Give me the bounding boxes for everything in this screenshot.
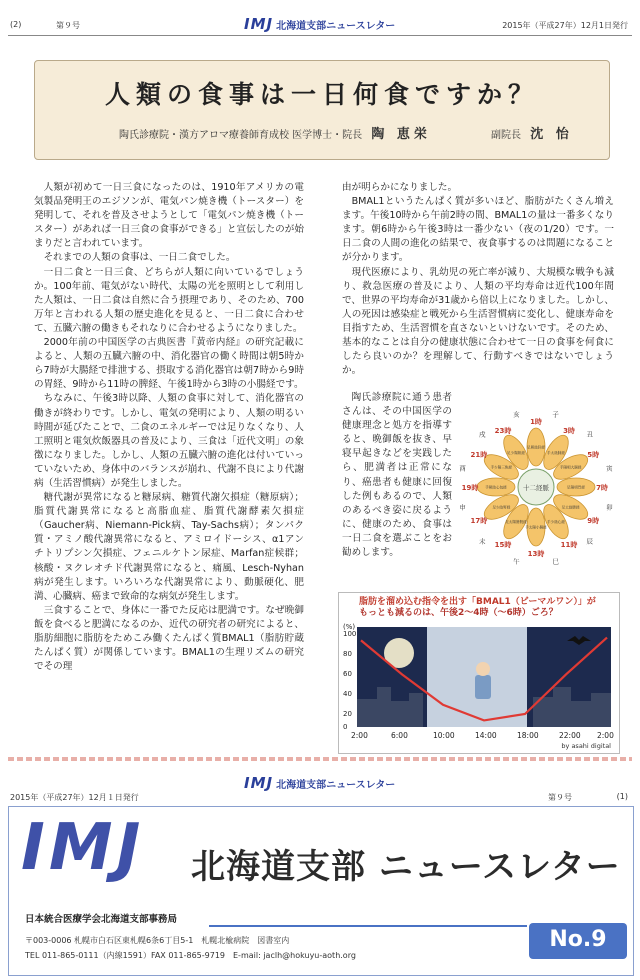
- fold-edge: [8, 757, 632, 761]
- page-number: (2): [10, 20, 22, 29]
- person-head-icon: [476, 662, 490, 676]
- paragraph: 現代医療により、乳幼児の死亡率が減り、大規模な戦争も減り、救急医療の普及により、人類の平均寿命は近代100年間で、世界の平均寿命が31歳から倍以上になりました。しかし、人の死因は感染症と戦死から生活習慣病に変化し、健康寿命を目指すため、生活習慣を直さないといけないです。そのため、基本的なことは自分の健康状態に合わせて一日の食事を何食にしたら良いのか？を理解して、行動すべきではないでしょうか。: [342, 266, 614, 377]
- bottom-page-number: (1): [616, 792, 628, 801]
- bottom-header-logo: [244, 773, 395, 792]
- author-affiliation: 陶氏診療院・漢方アロマ療養師育成校 医学博士・院長: [119, 130, 363, 141]
- header-logo: [244, 14, 395, 33]
- contact-line: TEL 011-865-0111（内線1591）FAX 011-865-9719 E-mail: jaclh@hokuyu-aoth.org: [25, 951, 356, 960]
- paragraph: ちなみに、午後3時以降、人類の食事に対して、消化器官の働きが終わりです。しかし、電気の発明により、人類の明るい時間が延びたことで、二食のエネルギーでは足りなくなり、人工照明と電気炊飯器具の普及により、三食は「近代文明」の象徴になりました。しかし、人類の五臓六腑の進化は付いていっていないため、身体中のバランスが崩れ、代謝不良により代謝病（生活習慣病）が発生しました。: [34, 393, 304, 489]
- meridian-branch-label: 午: [513, 557, 520, 566]
- meridian-branch-label: 未: [479, 537, 486, 546]
- meridian-hour-label: 9時: [587, 517, 600, 525]
- plot-svg: [357, 627, 611, 727]
- meridian-branch-label: 寅: [606, 464, 613, 473]
- issue-badge-label: No.9: [549, 927, 607, 952]
- meridian-hour-label: 21時: [470, 451, 488, 459]
- paragraph: 由が明らかになりました。: [342, 182, 458, 193]
- meridian-branch-label: 戌: [479, 430, 486, 439]
- meridian-hour-label: 23時: [494, 426, 512, 435]
- paragraph: BMAL1というたんぱく質が多いほど、脂肪がたくさん増えます。午後10時から午前2時の間、BMAL1の量は一番多くなります。朝6時から午後3時は一番少ない（夜の1/20）です。一日二食の人間の進化の結果で、夜食事するのは問題になることが分かります。: [342, 196, 614, 264]
- meridian-hour-label: 15時: [494, 541, 512, 550]
- x-tick-label: 2:00: [351, 731, 368, 740]
- paragraph: 人類が初めて一日三食になったのは、1910年アメリカの電気製品発明王のエジソンが、電気パン焼き機（トースター）を発明して、それを普及させようとして「電気パン焼き機（トースター）があれば一日三食の食事ができる」と宣伝したのが始まりだと言われています。: [34, 182, 304, 250]
- person-icon: [475, 675, 491, 699]
- masthead-rule: [209, 925, 527, 927]
- meridian-organ-label: 足太陽膀胱経: [505, 520, 527, 525]
- paragraph: 三食することで、身体に一番でた反応は肥満です。なぜ晩御飯を食べると肥満になるのか、近代の研究者の研究によると、脂肪細胞に脂肪をためこみ働くたんぱく質BMAL1（脂肪貯蔵たんぱく質）が関係しています。BMAL1の生理リズムの研究でその理: [34, 604, 304, 673]
- meridian-hour-label: 19時: [461, 484, 479, 492]
- meridian-branch-label: 申: [459, 503, 466, 512]
- author-name: 陶 恵栄: [371, 127, 431, 142]
- address-line: 〒003-0006 札幌市白石区東札幌6条6丁目5-1 札幌北楡病院 図書室内: [25, 936, 290, 945]
- meridian-branch-label: 辰: [586, 537, 593, 546]
- meridian-organ-label: 手太陽小腸経: [525, 525, 547, 530]
- paragraph: 陶氏診療院に通う患者さんは、その中国医学の健康理念と処方を指導すると、晩御飯を抜き、早寝早起きなどを実践したら、肥満者は正常になり、癌患者も健康に回復した例もあるので、人類のあるべき姿に戻るように、健康のため、食事は一日二食を選ぶことをお勧めします。: [342, 392, 452, 559]
- issue-date: 2015年（平成27年）12月1日発行: [502, 21, 628, 30]
- article-column-2-wrap: [342, 391, 452, 560]
- meridian-hour-label: 5時: [587, 451, 600, 459]
- vice-label: 副院長: [491, 130, 521, 141]
- meridian-organ-label: 手少陰心経: [547, 520, 565, 525]
- meridian-hour-label: 1時: [530, 418, 542, 426]
- figure-caption-line1: 脂肪を溜め込む指令を出す「BMAL1（ビーマルワン）」が: [359, 597, 596, 607]
- header-rule: [8, 35, 632, 36]
- logo-subtitle: 北海道支部ニュースレター: [276, 21, 396, 32]
- meridian-branch-label: 亥: [513, 410, 520, 419]
- y-tick-label: 60: [343, 670, 352, 678]
- meridian-organ-label: 足太陰脾経: [561, 505, 580, 510]
- meridian-branch-label: 子: [552, 410, 559, 419]
- masthead: [8, 806, 634, 976]
- y-tick-label: 20: [343, 710, 352, 718]
- bottom-issue-date: 2015年（平成27年）12月１日発行: [10, 793, 139, 802]
- article-column-1: [34, 181, 304, 674]
- y-tick-label: 80: [343, 650, 352, 658]
- figure-caption: [359, 597, 617, 619]
- meridian-organ-label: 手厥陰心包経: [485, 485, 507, 490]
- vice-line: [491, 123, 573, 142]
- figure-caption-line2: もっとも減るのは、午後2〜4時（〜6時）ごろ？: [359, 608, 558, 618]
- x-tick-label: 22:00: [559, 731, 581, 740]
- article-title: 人類の食事は一日何食ですか？: [104, 80, 539, 109]
- bmal1-figure: [338, 592, 620, 754]
- meridian-hour-label: 13時: [527, 550, 545, 558]
- bottom-issue-number: 第９号: [548, 793, 572, 802]
- meridian-hour-label: 7時: [596, 484, 608, 492]
- logo-imj: IMJ: [244, 15, 274, 33]
- clock-center-label: 十二経脈: [523, 484, 549, 492]
- meridian-organ-label: 手太陰肺経: [547, 450, 565, 455]
- masthead-logo: IMJ: [21, 811, 145, 885]
- meridian-organ-label: 足陽明胃経: [567, 485, 585, 490]
- issue-badge: [529, 923, 627, 959]
- meridian-organ-label: 手少陽三焦経: [490, 465, 513, 470]
- article-column-2: [342, 181, 614, 378]
- paragraph: 2000年前の中国医学の古典医書『黄帝内経』の研究記載によると、人類の五臓六腑の中、消化器官の働く時間は朝5時から7時が大腸経で排泄する、摂取する消化器官は朝7時から9時の胃経、9時から11時の脾経、午後1時から3時の小腸経です。: [34, 337, 304, 391]
- meridian-hour-label: 17時: [470, 517, 488, 525]
- meridian-clock-diagram: [455, 402, 617, 572]
- x-tick-label: 18:00: [517, 731, 539, 740]
- x-tick-label: 2:00: [597, 731, 614, 740]
- meridian-branch-label: 卯: [606, 503, 613, 512]
- vice-name: 沈 怡: [530, 127, 573, 142]
- figure-credit: by asahi digital: [561, 742, 611, 750]
- y-tick-label: 40: [343, 690, 352, 698]
- meridian-hour-label: 3時: [563, 426, 575, 435]
- meridian-organ-label: 手陽明大腸経: [559, 465, 582, 470]
- paragraph: それまでの人類の食事は、一日二食でした。: [43, 252, 236, 264]
- author-line: [119, 123, 431, 142]
- paragraph: 糖代謝が異常になると糖尿病、糖質代謝欠損症（糖原病）；脂質代謝異常になると高脂血症、脂質代謝酵素欠損症（Gaucher病、Niemann-Pick病、Tay-Sachs病）；タンパク質・アミノ酸代謝異常になると、アミロイドーシス、α1アンチトリプシン欠損症、フェニルケトン尿症、Marfan症候群；核酸・ヌクレオチド代謝異常になると、痛風、Lesch-Nyhan病が発生します。いろいろな代謝異常により、動脈硬化、肥満、心臓病、癌まで致命的な病気が発生します。: [34, 492, 304, 602]
- y-tick-label: 0: [343, 723, 348, 731]
- plot-area: [357, 627, 611, 727]
- meridian-organ-label: 足少陽胆経: [507, 450, 525, 455]
- meridian-branch-label: 丑: [586, 430, 593, 439]
- y-axis-unit: (%): [343, 623, 356, 631]
- meridian-organ-label: 足厥陰肝経: [527, 445, 545, 450]
- organization-name: 日本統合医療学会北海道支部事務局: [25, 914, 178, 925]
- x-tick-label: 10:00: [433, 731, 455, 740]
- article-title-box: [34, 60, 610, 160]
- logo-imj: IMJ: [244, 774, 274, 792]
- y-tick-label: 100: [343, 630, 357, 638]
- meridian-branch-label: 酉: [459, 464, 466, 473]
- x-tick-label: 14:00: [475, 731, 497, 740]
- meridian-hour-label: 11時: [560, 541, 578, 550]
- meridian-organ-label: 足少陰腎経: [492, 505, 511, 510]
- meridian-branch-label: 巳: [552, 557, 559, 566]
- x-tick-label: 6:00: [391, 731, 408, 740]
- masthead-title: 北海道支部 ニュースレター: [191, 847, 621, 887]
- logo-subtitle: 北海道支部ニュースレター: [276, 780, 396, 791]
- paragraph: 一日二食と一日三食、どちらが人類に向いているでしょうか。100年前、電気がない時代、太陽の光を照明として利用した人類は、一日二食は自然に合う摂理であり、そのため、700万年と言われる人類の歴史進化を見ると、一日二食に合わせて、五臓六腑の働きもそれなりに合わせるようになりました。: [34, 266, 304, 334]
- issue-number: 第９号: [56, 21, 80, 30]
